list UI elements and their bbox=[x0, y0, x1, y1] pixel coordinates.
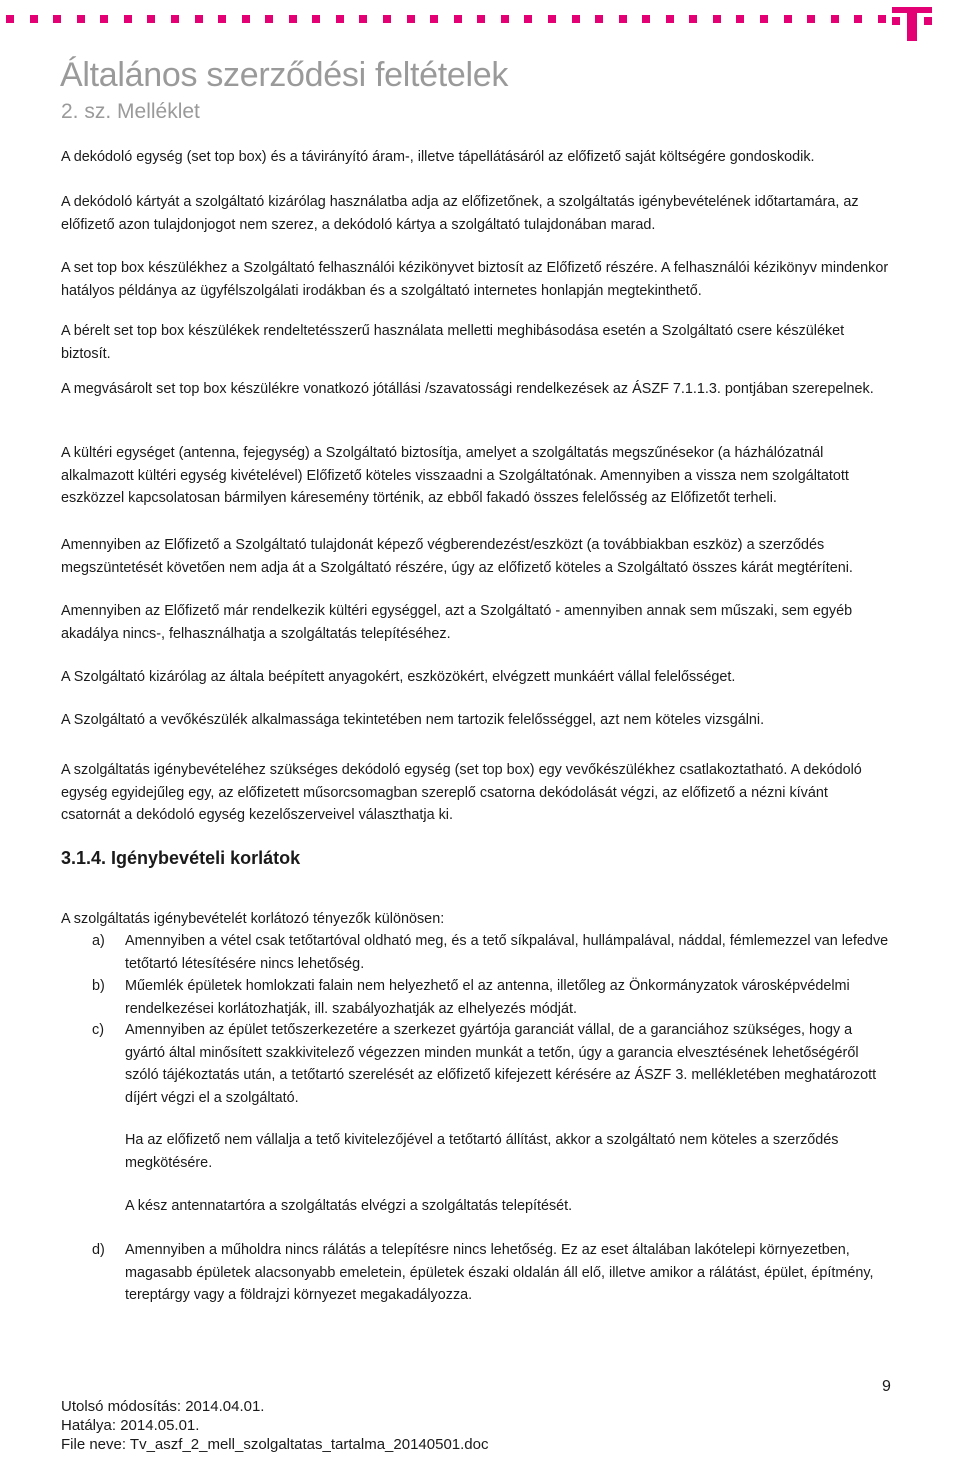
telekom-t-logo-icon bbox=[888, 2, 936, 42]
paragraph: A megvásárolt set top box készülékre vonatkozó jótállási /szavatossági rendelkezések az ÁSZF 7.1.1.3. pontjában szerepelnek. bbox=[61, 381, 874, 397]
list-item-text: Amennyiben az épület tetőszerkezetére a szerkezet gyártója garanciát vállal, de a garanciához szükséges, hogy a gyártó által minősített szakkivitelező végezzen minden munkát a tetőn, úgy a garancia elvesztésének lehetőségéről szóló tájékoztatás után, a tetőtartó szerelését az előfizető kifejezett kérésére az ÁSZF 3. mellékletében meghatározott díjért végzi el a szolgáltató. bbox=[125, 1022, 877, 1106]
list-note: Ha az előfizető nem vállalja a tető kivitelezőjével a tetőtartó állítást, akkor a szolgáltató nem köteles a szerződés megkötésére. bbox=[125, 1132, 839, 1171]
section-heading: 3.1.4. Igénybevételi korlátok bbox=[61, 848, 301, 868]
paragraph: Amennyiben az Előfizető a Szolgáltató tulajdonát képező végberendezést/eszközt (a továbbiakban eszköz) a szerződés megszüntetését követően nem adja át a Szolgáltató részére, úgy az előfizető köteles a Szolgáltató összes kárát megtéríteni. bbox=[61, 537, 853, 576]
paragraph: A set top box készülékhez a Szolgáltató felhasználói kézikönyvet biztosít az Előfizető részére. A felhasználói kézikönyv mindenkor hatályos példánya az ügyfélszolgálati irodákban és a szolgáltató internetes honlapján megtekinthető. bbox=[61, 260, 889, 299]
list-marker: d) bbox=[92, 1242, 105, 1258]
paragraph: A bérelt set top box készülékek rendeltetésszerű használata melletti meghibásodása esetén a Szolgáltató csere készüléket biztosít. bbox=[61, 323, 845, 362]
paragraph: A kültéri egységet (antenna, fejegység) a Szolgáltató biztosítja, amelyet a szolgáltatás megszűnésekor (a házhálózatnál alkalmazott kültéri egység kivételével) Előfizető köteles visszaadni a Szolgáltatónak. Amennyiben a vissza nem szolgáltatott eszközzel kapcsolatosan bármilyen káresemény történik, az ebből fakadó összes felelősség az Előfizetőt terheli. bbox=[61, 445, 849, 506]
list-item-text: Amennyiben a vétel csak tetőtartóval oldható meg, és a tető síkpalával, hullámpalával, náddal, fémlemezzel van lefedve tetőtartó létesítésére nincs lehetőség. bbox=[125, 933, 889, 972]
paragraph: A dekódoló kártyát a szolgáltató kizárólag használatba adja az előfizetőnek, a szolgáltatás igénybevételének időtartamára, az előfizető azon tulajdonjogot nem szerez, a dekódoló kártya a szolgáltató tulajdonában marad. bbox=[61, 194, 859, 233]
footer-filename: File neve: Tv_aszf_2_mell_szolgaltatas_tartalma_20140501.doc bbox=[61, 1436, 489, 1453]
document-subtitle: 2. sz. Melléklet bbox=[61, 100, 200, 123]
list-item bbox=[61, 1239, 891, 1307]
list-item-text: Amennyiben a műholdra nincs rálátás a telepítésre nincs lehetőség. Ez az eset általában lakótelepi környezetben, magasabb épületek alacsonyabb emeletein, épületek északi oldalán áll elő, illetve amikor a rálátást, épület, építmény, tereptárgy vagy a földrajzi környezet megakadályozza. bbox=[125, 1242, 874, 1303]
list-item bbox=[61, 1019, 891, 1109]
document-title: Általános szerződési feltételek bbox=[60, 56, 509, 94]
footer-effective: Hatálya: 2014.05.01. bbox=[61, 1417, 200, 1434]
list-item bbox=[61, 975, 891, 1020]
list-marker: b) bbox=[92, 978, 105, 994]
paragraph: A Szolgáltató a vevőkészülék alkalmassága tekintetében nem tartozik felelősséggel, azt nem köteles vizsgálni. bbox=[61, 712, 765, 728]
list-item-text: Műemlék épületek homlokzati falain nem helyezhető el az antenna, illetőleg az Önkormányzatok városképvédelmi rendelkezései korlátozhatják, ill. szabályozhatják az elhelyezés módját. bbox=[125, 978, 850, 1017]
paragraph: A dekódoló egység (set top box) és a távirányító áram-, illetve tápellátásáról az előfizető saját költségére gondoskodik. bbox=[61, 149, 815, 165]
footer-modified: Utolsó módosítás: 2014.04.01. bbox=[61, 1398, 265, 1415]
paragraph: A Szolgáltató kizárólag az általa beépített anyagokért, eszközökért, elvégzett munkáért vállal felelősséget. bbox=[61, 669, 736, 685]
list-marker: a) bbox=[92, 933, 105, 949]
list-item bbox=[61, 930, 891, 975]
header-dot-row bbox=[6, 15, 886, 25]
paragraph: A szolgáltatás igénybevételéhez szükséges dekódoló egység (set top box) egy vevőkészülékhez csatlakoztatható. A dekódoló egység egyidejűleg egy, az előfizetett műsorcsomagban szereplő csatorna dekódolását végzi, az előfizető a nézni kívánt csatornát a dekódoló egység kezelőszerveivel választhatja ki. bbox=[61, 762, 862, 823]
section-intro: A szolgáltatás igénybevételét korlátozó tényezők különösen: bbox=[61, 911, 445, 927]
page-number: 9 bbox=[882, 1378, 891, 1395]
list-note: A kész antennatartóra a szolgáltatás elvégzi a szolgáltatás telepítését. bbox=[125, 1198, 573, 1214]
paragraph: Amennyiben az Előfizető már rendelkezik kültéri egységgel, azt a Szolgáltató - amennyiben annak sem műszaki, sem egyéb akadálya nincs-, felhasználhatja a szolgáltatás telepítéséhez. bbox=[61, 603, 853, 642]
list-marker: c) bbox=[92, 1022, 104, 1038]
